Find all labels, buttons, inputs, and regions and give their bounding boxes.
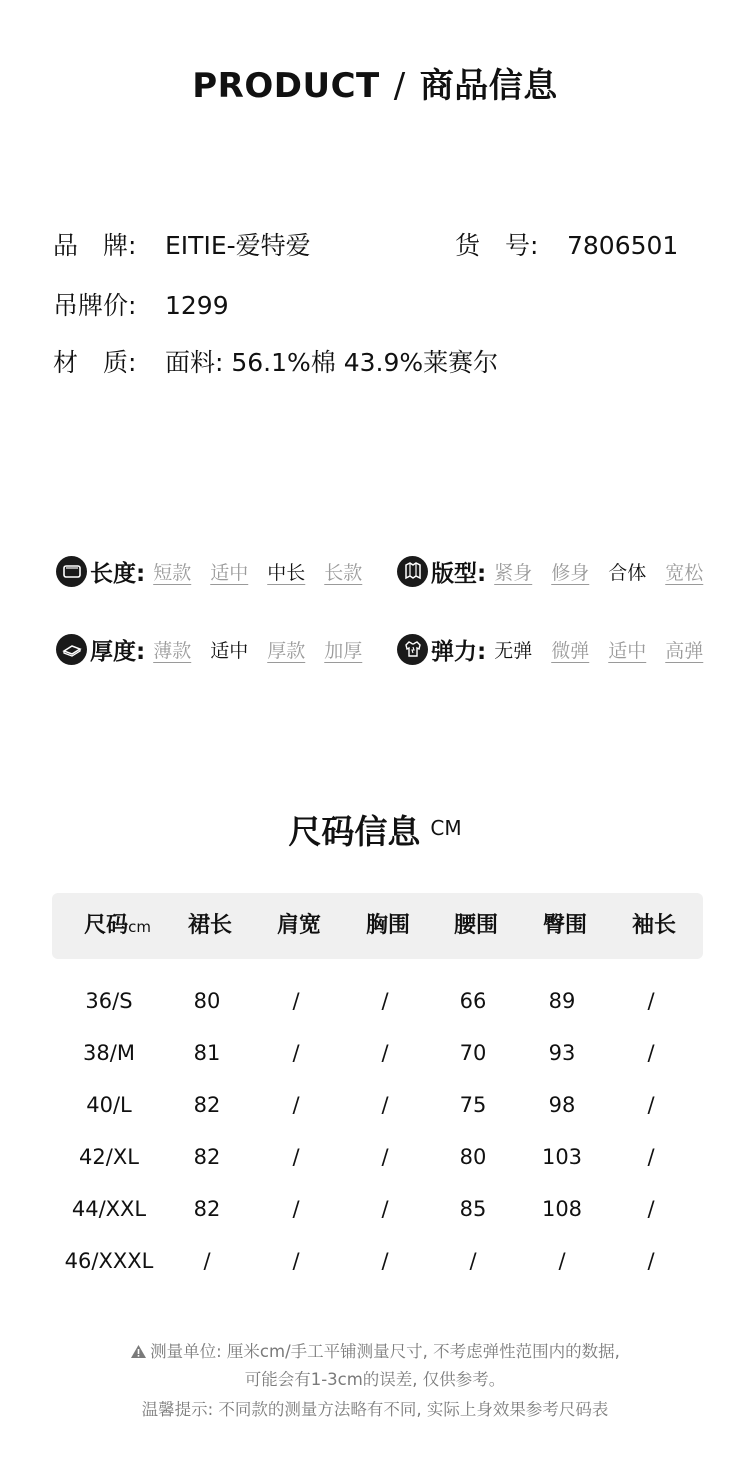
header-size-unit: cm — [128, 918, 151, 936]
header-hip: 臀围 — [542, 913, 587, 938]
header-chest: 胸围 — [365, 913, 410, 938]
length-icon — [56, 556, 87, 587]
item-no-row — [455, 226, 678, 262]
note-line-3: 温馨提示: 不同款的测量方法略有不同, 实际上身效果参考尺码表 — [141, 1400, 609, 1419]
attr-elasticity-options — [494, 636, 703, 663]
cell-shoulder: / — [292, 1249, 300, 1273]
title-cn: 商品信息 — [419, 66, 558, 106]
cell-size: 40/L — [86, 1093, 132, 1117]
attr-length-label: 长度: — [90, 560, 146, 587]
price-row — [53, 286, 229, 322]
header-size-label: 尺码 — [84, 913, 129, 938]
header-size — [52, 893, 183, 959]
thickness-option-extra-thick: 加厚 — [324, 639, 363, 662]
elasticity-option-high: 高弹 — [665, 639, 704, 662]
cell-chest: / — [381, 1197, 389, 1221]
title-slash: / — [393, 66, 406, 106]
cell-sleeve: / — [647, 1145, 655, 1169]
cell-shoulder: / — [292, 1041, 300, 1065]
brand-value: EITIE-爱特爱 — [165, 231, 311, 260]
cell-waist: 85 — [459, 1197, 487, 1221]
attr-fit-options — [494, 558, 703, 585]
attr-thickness-label: 厚度: — [90, 638, 146, 665]
header-sleeve: 袖长 — [631, 913, 676, 938]
table-row — [0, 1183, 750, 1235]
elasticity-icon — [397, 634, 428, 665]
size-title-text: 尺码信息 — [288, 812, 421, 851]
size-title-unit: CM — [430, 816, 462, 840]
note-line-2: 可能会有1-3cm的误差, 仅供参考。 — [244, 1370, 506, 1389]
size-table-header — [52, 893, 703, 959]
elasticity-option-none: 无弹 — [494, 639, 533, 662]
title-en: PRODUCT — [192, 66, 380, 106]
attr-fit — [397, 553, 703, 589]
cell-length: 80 — [193, 989, 221, 1013]
fit-option-slim: 修身 — [551, 561, 590, 584]
attr-thickness — [56, 631, 362, 667]
size-title — [0, 806, 750, 853]
length-option-long: 长款 — [324, 561, 363, 584]
fit-option-loose: 宽松 — [665, 561, 704, 584]
note-line-1 — [0, 1338, 750, 1363]
table-row — [0, 1235, 750, 1287]
cell-hip: 103 — [541, 1145, 583, 1169]
cell-hip: 108 — [541, 1197, 583, 1221]
cell-hip: 89 — [548, 989, 576, 1013]
cell-size: 42/XL — [79, 1145, 139, 1169]
fit-option-tight: 紧身 — [494, 561, 533, 584]
note-line-1-text: 测量单位: 厘米cm/手工平铺测量尺寸, 不考虑弹性范围内的数据, — [150, 1342, 620, 1361]
cell-chest: / — [381, 989, 389, 1013]
item-no-value: 7806501 — [567, 231, 679, 260]
cell-size: 46/XXXL — [64, 1249, 154, 1273]
cell-length: / — [203, 1249, 211, 1273]
length-option-midlong: 中长 — [267, 561, 306, 584]
cell-shoulder: / — [292, 1093, 300, 1117]
cell-length: 81 — [193, 1041, 221, 1065]
cell-hip: 93 — [548, 1041, 576, 1065]
cell-sleeve: / — [647, 1249, 655, 1273]
cell-length: 82 — [193, 1197, 221, 1221]
price-label: 吊牌价: — [53, 291, 137, 320]
length-option-medium: 适中 — [210, 561, 249, 584]
item-no-label: 货 号: — [455, 231, 539, 260]
cell-length: 82 — [193, 1145, 221, 1169]
page-title — [0, 58, 750, 107]
length-option-short: 短款 — [153, 561, 192, 584]
cell-size: 44/XXL — [71, 1197, 147, 1221]
thickness-option-thin: 薄款 — [153, 639, 192, 662]
cell-shoulder: / — [292, 1197, 300, 1221]
cell-waist: 80 — [459, 1145, 487, 1169]
table-row — [0, 1079, 750, 1131]
brand-label: 品 牌: — [53, 231, 137, 260]
cell-sleeve: / — [647, 1041, 655, 1065]
attr-elasticity — [397, 631, 703, 667]
cell-chest: / — [381, 1041, 389, 1065]
cell-sleeve: / — [647, 1197, 655, 1221]
header-waist: 腰围 — [453, 913, 498, 938]
cell-shoulder: / — [292, 1145, 300, 1169]
attr-thickness-options — [153, 636, 362, 663]
table-row — [0, 1131, 750, 1183]
thickness-option-thick: 厚款 — [267, 639, 306, 662]
attr-length-options — [153, 558, 362, 585]
cell-size: 36/S — [85, 989, 133, 1013]
cell-hip: 98 — [548, 1093, 576, 1117]
table-row — [0, 1027, 750, 1079]
fit-option-regular: 合体 — [608, 561, 647, 584]
material-label: 材 质: — [53, 348, 137, 377]
cell-waist: / — [469, 1249, 477, 1273]
cell-waist: 70 — [459, 1041, 487, 1065]
cell-chest: / — [381, 1093, 389, 1117]
fit-icon — [397, 556, 428, 587]
header-length: 裙长 — [187, 913, 232, 938]
price-value: 1299 — [165, 291, 229, 320]
cell-chest: / — [381, 1249, 389, 1273]
table-row — [0, 975, 750, 1027]
material-value: 面料: 56.1%棉 43.9%莱赛尔 — [165, 348, 499, 377]
attr-fit-label: 版型: — [431, 560, 487, 587]
cell-sleeve: / — [647, 1093, 655, 1117]
cell-sleeve: / — [647, 989, 655, 1013]
cell-waist: 75 — [459, 1093, 487, 1117]
cell-length: 82 — [193, 1093, 221, 1117]
cell-waist: 66 — [459, 989, 487, 1013]
thickness-icon — [56, 634, 87, 665]
header-shoulder: 肩宽 — [276, 913, 321, 938]
cell-shoulder: / — [292, 989, 300, 1013]
attr-elasticity-label: 弹力: — [431, 638, 487, 665]
elasticity-option-slight: 微弹 — [551, 639, 590, 662]
thickness-option-medium: 适中 — [210, 639, 249, 662]
attr-length — [56, 553, 362, 589]
cell-chest: / — [381, 1145, 389, 1169]
material-row — [53, 343, 498, 379]
cell-hip: / — [558, 1249, 566, 1273]
brand-row — [53, 226, 311, 262]
elasticity-option-medium: 适中 — [608, 639, 647, 662]
cell-size: 38/M — [83, 1041, 135, 1065]
warning-icon — [130, 1344, 147, 1363]
